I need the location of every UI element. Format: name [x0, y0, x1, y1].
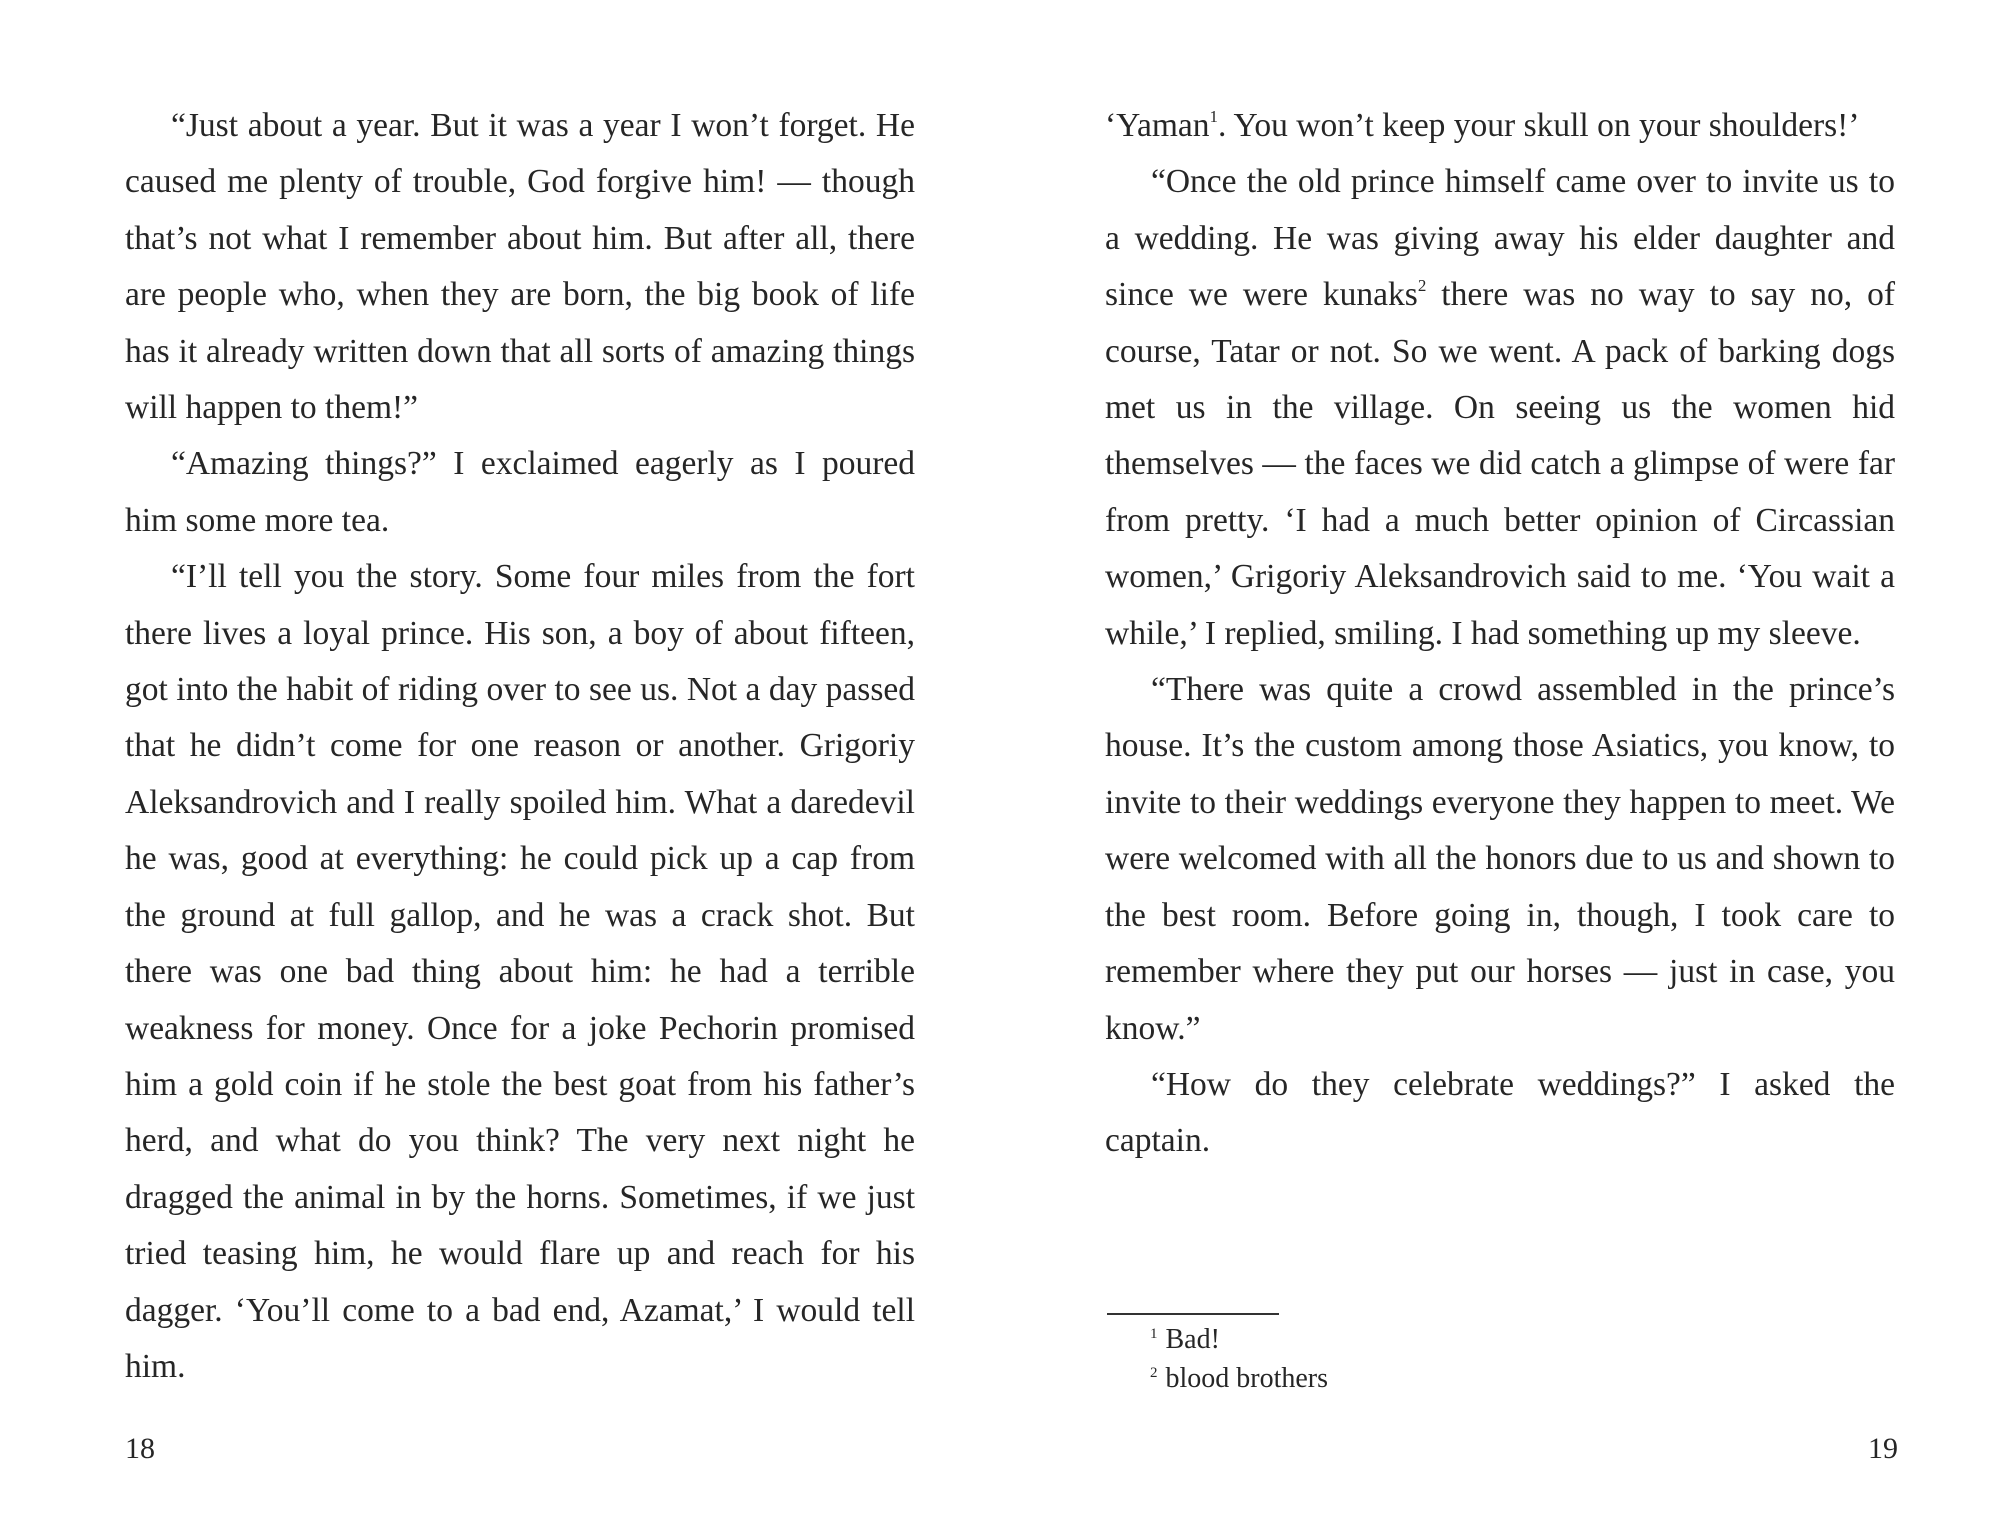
right-page-text [1105, 98, 1895, 1170]
paragraph [1105, 154, 1895, 662]
paragraph: “Amazing things?” I exclaimed eagerly as I poured him some more tea. [125, 445, 915, 539]
footnote-mark: 2 [1150, 1365, 1158, 1381]
footnote-text: blood brothers [1165, 1363, 1329, 1394]
paragraph [1105, 98, 1895, 154]
footnote-divider [1107, 1313, 1279, 1315]
text-run: “Once the old prince himself came over to invite us to a wedding. He was giving away his elder daughter and since we were kunaks [1105, 163, 1895, 314]
paragraph: “Just about a year. But it was a year I won’t forget. He caused me plenty of trouble, God forgive him! — though that’s not what I remember about him. But after all, there are people who, when they are born, the big book of life has it already written down that all sorts of amazing things will happen to them!” [125, 107, 915, 427]
footnote-text: Bad! [1165, 1324, 1220, 1355]
page-number-right: 19 [1868, 1432, 1898, 1465]
text-run: . You won’t keep your skull on your shoulders!’ [1218, 107, 1860, 144]
left-page-text [125, 98, 915, 1395]
right-page [1000, 0, 2000, 1538]
footnote-reference: 2 [1417, 276, 1427, 296]
footnote [1150, 1359, 1750, 1398]
footnote-mark: 1 [1150, 1326, 1158, 1342]
text-run: there was no way to say no, of course, Tatar or not. So we went. A pack of barking dogs met us in the village. On seeing us the women hid themselves — the faces we did catch a glimpse of were far from pretty. ‘I had a much better opinion of Circassian women,’ Grigoriy Aleksandrovich said to me. ‘You wait a while,’ I replied, smiling. I had something up my sleeve. [1105, 276, 1896, 652]
text-run: ‘Yaman [1105, 107, 1210, 144]
page-number-left: 18 [125, 1432, 155, 1465]
footnotes [1150, 1320, 1750, 1398]
paragraph: “There was quite a crowd assembled in the prince’s house. It’s the custom among those Asiatics, you know, to invite to their weddings everyone they happen to meet. We were welcomed with all the honors due to us and shown to the best room. Before going in, though, I took care to remember where they put our horses — just in case, you know.” [1105, 671, 1895, 1047]
paragraph: “I’ll tell you the story. Some four miles from the fort there lives a loyal prince. His son, a boy of about fifteen, got into the habit of riding over to see us. Not a day passed that he didn’t come for one reason or another. Grigoriy Aleksandrovich and I really spoiled him. What a daredevil he was, good at everything: he could pick up a cap from the ground at full gallop, and he was a crack shot. But there was one bad thing about him: he had a terrible weakness for money. Once for a joke Pechorin promised him a gold coin if he stole the best goat from his father’s herd, and what do you think? The very next night he dragged the animal in by the horns. Sometimes, if we just tried teasing him, he would flare up and reach for his dagger. ‘You’ll come to a bad end, Azamat,’ I would tell him. [125, 558, 915, 1385]
paragraph: “How do they celebrate weddings?” I asked the captain. [1105, 1065, 1895, 1160]
footnote-reference: 1 [1209, 107, 1219, 126]
footnote [1150, 1320, 1750, 1359]
